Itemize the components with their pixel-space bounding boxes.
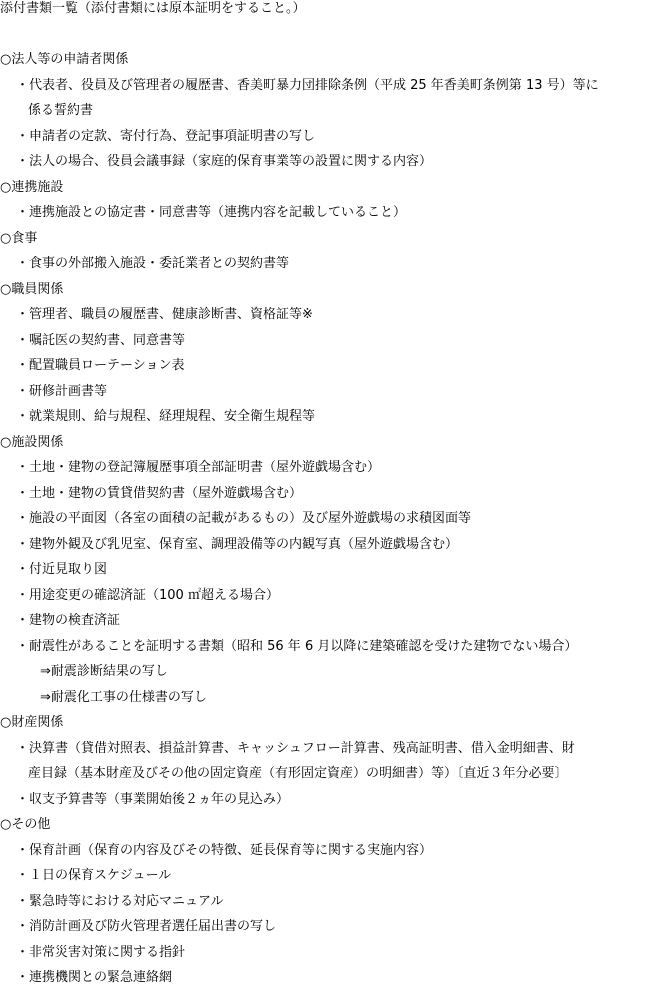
list-item: ・用途変更の確認済証（100 ㎡超える場合） [16, 587, 279, 603]
list-item: ・耐震性があることを証明する書類（昭和 56 年 6 月以降に建築確認を受けた建物でない場合） [16, 638, 578, 654]
list-item: ・食事の外部搬入施設・委託業者との契約書等 [16, 256, 290, 271]
list-item: ・法人の場合、役員会議事録（家庭的保育事業等の設置に関する内容） [16, 154, 433, 169]
list-item: ・建物外観及び乳児室、保育室、調理設備等の内観写真（屋外遊戯場含む） [16, 536, 459, 552]
list-item: ・土地・建物の賃貸借契約書（屋外遊戯場含む） [16, 485, 303, 501]
list-item: ・保育計画（保育の内容及びその特徴、延長保育等に関する実施内容） [16, 842, 433, 858]
list-item: ・管理者、職員の履歴書、健康診断書、資格証等※ [16, 307, 313, 322]
list-item: ・付近見取り図 [16, 562, 108, 577]
list-item: ・緊急時等における対応マニュアル [16, 893, 224, 909]
section-heading: ○法人等の申請者関係 [0, 52, 129, 67]
list-item: ・収支予算書等（事業開始後２ヵ年の見込み） [16, 791, 290, 807]
list-item: ・１日の保育スケジュール [16, 868, 172, 883]
list-item: ・施設の平面図（各室の面積の記載があるもの）及び屋外遊戯場の求積図面等 [16, 511, 472, 526]
list-item: ・建物の検査済証 [16, 613, 121, 628]
list-item: ・配置職員ローテーション表 [16, 358, 185, 373]
section-heading: ○施設関係 [0, 434, 64, 450]
list-item: ・嘱託医の契約書、同意書等 [16, 332, 186, 348]
list-item: ・土地・建物の登記簿履歴事項全部証明書（屋外遊戯場含む） [16, 460, 381, 475]
list-item: ・非常災害対策に関する指針 [16, 944, 186, 960]
list-item: ・研修計画書等 [16, 383, 108, 399]
section-heading: ○連携施設 [0, 179, 64, 195]
attachment-list [0, 47, 648, 991]
sub-item: ⇒耐震診断結果の写し [40, 664, 168, 679]
section-heading: ○職員関係 [0, 281, 64, 297]
list-item-continuation: 係る誓約書 [28, 103, 94, 118]
document-title: 添付書類一覧（添付書類には原本証明をすること。） [0, 1, 306, 16]
list-item: ・就業規則、給与規程、経理規程、安全衛生規程等 [16, 409, 316, 424]
list-item: ・決算書（貸借対照表、損益計算書、キャッシュフロー計算書、残高証明書、借入金明細書、財 [16, 740, 575, 756]
list-item-continuation: 産目録（基本財産及びその他の固定資産（有形固定資産）の明細書）等）〔直近３年分必要〕 [28, 766, 568, 781]
sub-item: ⇒耐震化工事の仕様書の写し [40, 689, 207, 705]
list-item: ・連携機関との緊急連絡網 [16, 970, 173, 985]
list-item: ・代表者、役員及び管理者の履歴書、香美町暴力団排除条例（平成 25 年香美町条例第 13 号）等に [16, 77, 599, 93]
section-heading: ○その他 [0, 817, 51, 832]
list-item: ・申請者の定款、寄付行為、登記事項証明書の写し [16, 128, 316, 144]
section-heading: ○食事 [0, 230, 38, 246]
blank-line [0, 22, 648, 48]
list-item: ・連携施設との協定書・同意書等（連携内容を記載していること） [16, 205, 407, 220]
section-heading: ○財産関係 [0, 715, 64, 730]
list-item: ・消防計画及び防火管理者選任届出書の写し [16, 919, 277, 934]
